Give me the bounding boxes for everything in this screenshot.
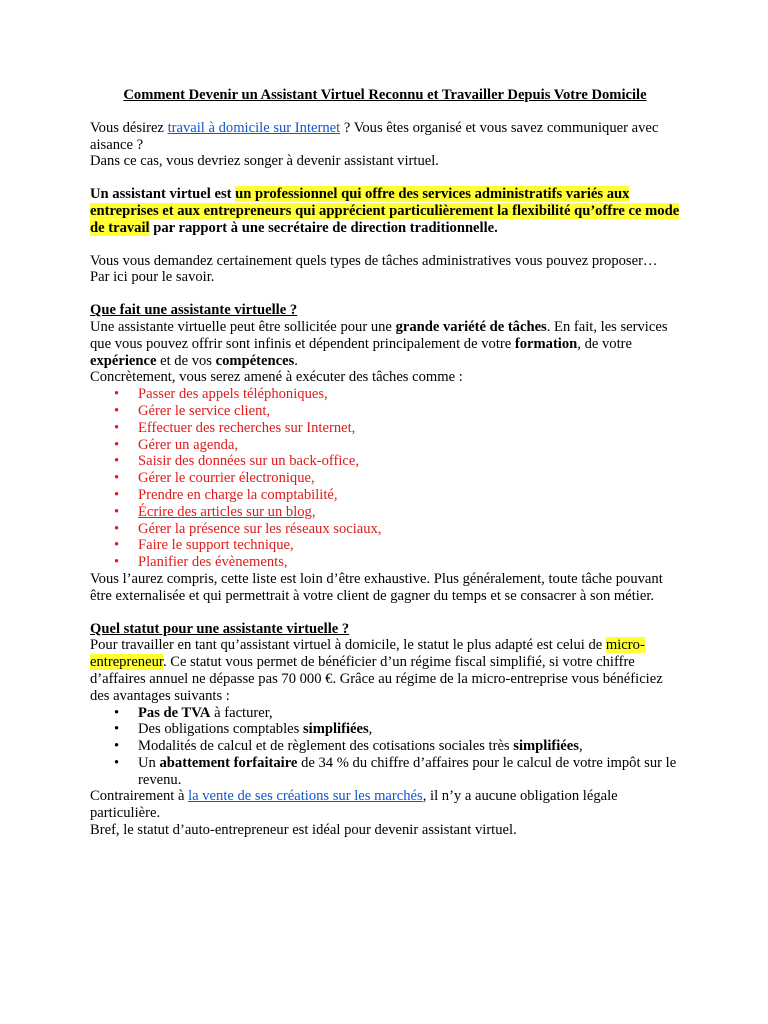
text: Des obligations comptables (138, 721, 303, 738)
vente-creations-link[interactable]: la vente de ses créations sur les marchés (188, 788, 423, 805)
question-line-2: Par ici pour le savoir. (90, 269, 215, 286)
definition-lead: Un assistant virtuel est (90, 186, 236, 203)
list-item (90, 755, 680, 789)
bold-text: Pas de TVA (138, 704, 211, 721)
text: , (368, 721, 373, 738)
bold-text: simplifiées (302, 721, 369, 738)
text: . En fait, les services que vous pouvez offrir sont infinis et dépendent principalement de votre (90, 318, 668, 352)
list-item: • Gérer le courrier électronique, (90, 470, 680, 487)
blog-articles-link[interactable]: Écrire des articles sur un blog (138, 503, 312, 520)
list-item: • Passer des appels téléphoniques, (90, 386, 680, 403)
intro-text-2: ? Vous êtes organisé et vous savez communiquer avec aisance ? (90, 119, 659, 153)
definition-paragraph (90, 186, 680, 236)
list-item: • Saisir des données sur un back-office, (90, 453, 680, 470)
text: Pour travailler en tant qu’assistant virtuel à domicile, le statut le plus adapté est celui de (90, 637, 606, 654)
bold-text: compétences (215, 352, 295, 369)
tasks-list (90, 386, 680, 571)
text: , de votre (577, 335, 632, 352)
bold-text: simplifiées (513, 738, 579, 755)
list-item: • Planifier des évènements, (90, 554, 680, 571)
text: Modalités de calcul et de règlement des cotisations sociales très (138, 738, 514, 755)
section2-heading: Quel statut pour une assistante virtuelle ? (90, 620, 350, 637)
section1-paragraph-3: Vous l’aurez compris, cette liste est loin d’être exhaustive. Plus généralement, toute tâche pouvant être externalisée et qui permettrait à votre client de gagner du temps et se consacrer à son métier. (90, 570, 663, 604)
text: , (578, 738, 583, 755)
list-item (90, 705, 680, 722)
travail-domicile-link[interactable]: travail à domicile sur Internet (167, 119, 341, 136)
question-line-1: Vous vous demandez certainement quels types de tâches administratives vous pouvez proposer… (90, 252, 658, 269)
text: . Ce statut vous permet de bénéficier d’un régime fiscal simplifié, si votre chiffre d’affaires annuel ne dépasse pas 70 000 €. Grâce au régime de la micro-entreprise vous bénéficiez des avantages suivants : (90, 654, 663, 704)
definition-tail: par rapport à une secrétaire de direction traditionnelle. (149, 219, 498, 236)
list-item: • Prendre en charge la comptabilité, (90, 487, 680, 504)
list-item (90, 504, 680, 521)
advantages-list (90, 705, 680, 789)
bold-text: formation (514, 335, 578, 352)
document-title: Comment Devenir un Assistant Virtuel Reconnu et Travailler Depuis Votre Domicile (123, 87, 647, 103)
document-body (90, 87, 680, 839)
intro-paragraph (90, 120, 680, 154)
section2-paragraph-2 (90, 788, 680, 822)
text: Une assistante virtuelle peut être sollicitée pour une (90, 318, 396, 335)
section1-paragraph-1 (90, 319, 680, 369)
intro-line-2: Dans ce cas, vous devriez songer à devenir assistant virtuel. (90, 153, 439, 170)
text: de 34 % du chiffre d’affaires pour le calcul de votre impôt sur le revenu. (138, 754, 677, 788)
bold-text: abattement forfaitaire (159, 754, 298, 771)
text: . (294, 352, 298, 369)
intro-text: Vous désirez (90, 119, 168, 136)
bold-text: grande variété de tâches (395, 318, 547, 335)
micro-entrepreneur-highlight: micro-entrepreneur (90, 637, 645, 671)
section2-paragraph-1 (90, 637, 680, 704)
text: , (311, 503, 316, 520)
list-item (90, 721, 680, 738)
list-item: • Gérer le service client, (90, 403, 680, 420)
text: et de vos (156, 352, 216, 369)
section1-heading: Que fait une assistante virtuelle ? (90, 302, 298, 319)
section1-paragraph-2: Concrètement, vous serez amené à exécuter des tâches comme : (90, 369, 463, 386)
text: Un (138, 754, 160, 771)
list-item (90, 738, 680, 755)
text: Contrairement à (90, 788, 189, 805)
text: , il n’y a aucune obligation légale particulière. (90, 788, 618, 822)
bold-text: expérience (90, 352, 157, 369)
text: à facturer, (210, 704, 273, 721)
definition-highlight: un professionnel qui offre des services administratifs variés aux entreprises et aux entrepreneurs qui apprécient particulièrement la flexibilité qu’offre ce mode de travail (90, 186, 680, 236)
section2-paragraph-3: Bref, le statut d’auto-entrepreneur est idéal pour devenir assistant virtuel. (90, 822, 517, 839)
list-item: • Gérer un agenda, (90, 437, 680, 454)
list-item: • Gérer la présence sur les réseaux sociaux, (90, 521, 680, 538)
list-item: • Faire le support technique, (90, 537, 680, 554)
list-item: • Effectuer des recherches sur Internet, (90, 420, 680, 437)
